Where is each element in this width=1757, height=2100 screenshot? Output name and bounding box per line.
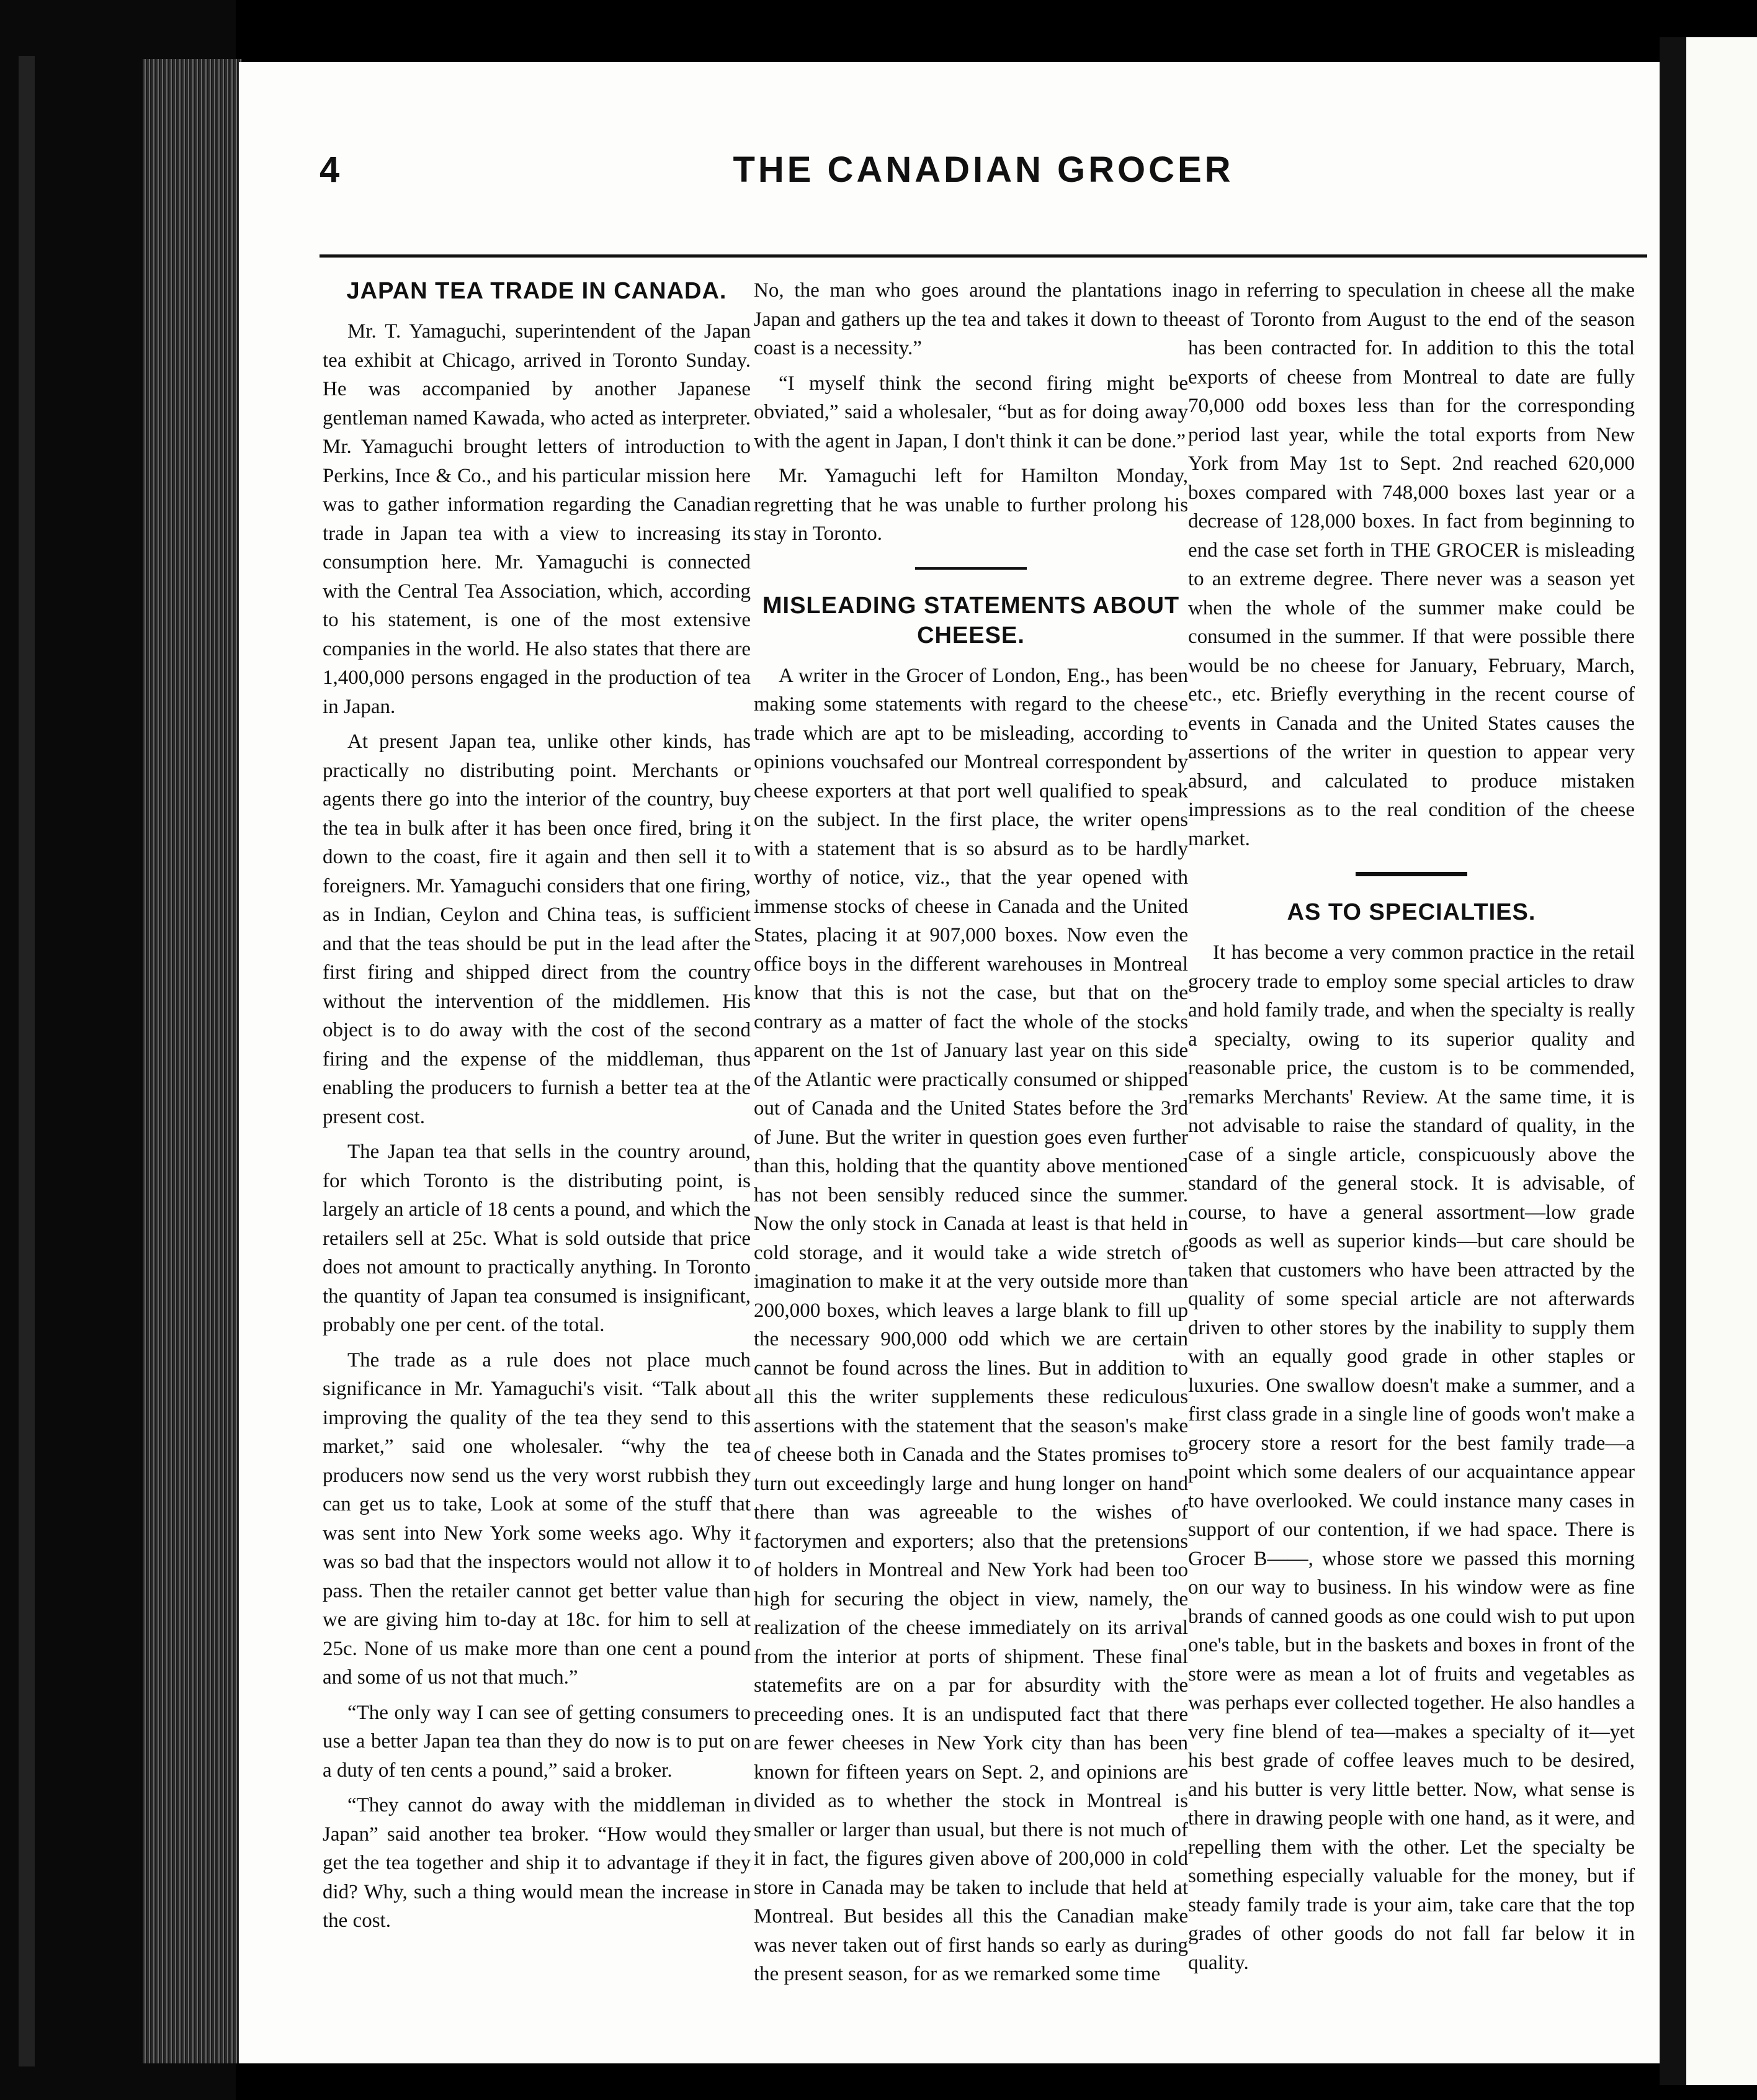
column-2 (754, 276, 1188, 2057)
article-paragraph: The Japan tea that sells in the country around, for which Toronto is the distributing point, is largely an article of 18 cents a pound, and which the retailers sell at 25c. What is sold outside that price does not amount to practically anything. In Toronto the quantity of Japan tea consumed is insignificant, probably one per cent. of the total. (323, 1141, 751, 1336)
adjacent-page (1686, 37, 1757, 2085)
section-divider (915, 567, 1027, 570)
gutter-shadow (1660, 37, 1686, 2085)
article-paragraph: ago in referring to speculation in cheese all the make east of Toronto from August to the end of the season has been contracted for. In addition to this the total exports of cheese from Montreal to date are fully 70,000 odd boxes less than for the corresponding period last year, while the total exports from New York from May 1st to Sept. 2nd reached 620,000 boxes compared with 748,000 boxes last year or a decrease of 128,000 boxes. In fact from beginning to end the case set forth in THE GROCER is misleading to an extreme degree. There never was a season yet when the whole of the summer make could be consumed in the summer. If that were possible there would be no cheese for January, February, March, etc., etc. Briefly everything in the recent course of events in Canada and the United States causes the assertions of the writer in question to appear very absurd, and calculated to produce mistaken impressions as to the real condition of the cheese market. (1188, 279, 1635, 850)
masthead-title: THE CANADIAN GROCER (733, 150, 1234, 190)
column-3 (1188, 276, 1635, 2057)
header-rule (320, 254, 1647, 258)
article-paragraph: The trade as a rule does not place much significance in Mr. Yamaguchi's visit. “Talk about improving the quality of the tea they send to this market,” said one wholesaler. “why the tea producers now send us the very worst rubbish they can get us to take, Look at some of the stuff that was sent into New York some weeks ago. Why it was so bad that the inspectors would not allow it to pass. Then the retailer cannot get better value than we are giving him to-day at 18c. for him to sell at 25c. None of us make more than one cent a pound and some of us not that much.” (323, 1348, 751, 1689)
article-headline-cheese: MISLEADING STATEMENTS ABOUT CHEESE. (762, 592, 1180, 648)
newspaper-page (239, 62, 1660, 2063)
article-paragraph: “I myself think the second firing might be obviated,” said a wholesaler, “but as for doing away with the agent in Japan, I don't think it can be done.” (754, 372, 1188, 452)
article-paragraph: At present Japan tea, unlike other kinds, has practically no distributing point. Merchants or agents there go into the interior of the country, buy the tea in bulk after it has been once fired, bring it down to the coast, fire it again and then sell it to foreigners. Mr. Yamaguchi considers that one firing, as in Indian, Ceylon and China teas, is sufficient and that the teas should be put in the lead after the first firing and shipped direct from the country without the intervention of the middlemen. His object is to do away with the cost of the second firing and the expense of the middleman, thus enabling the producers to furnish a better tea at the present cost. (323, 730, 751, 1128)
article-headline-specialties: AS TO SPECIALTIES. (1287, 899, 1536, 925)
article-headline-japan-tea: JAPAN TEA TRADE IN CANADA. (346, 278, 727, 304)
article-paragraph: It has become a very common practice in the retail grocery trade to employ some special articles to draw and hold family trade, and when the specialty is really a specialty, owing to its superior quality and reasonable price, the custom is to be commended, remarks Merchants' Review. At the same time, it is not advisable to raise the standard of quality, in the case of a single article, conspicuously above the standard of the general stock. It is advisable, of course, to have a general assortment—low grade goods as well as superior kinds—but care should be taken that customers who have been attracted by the quality of some special article are not afterwards driven to other stores by the inability to supply them with an equally good grade in other staples or luxuries. One swallow doesn't make a summer, and a first class grade in a single line of goods won't make a grocery store a resort for the best family trade—a point which some dealers of our acquaintance appear to have overlooked. We could instance many cases in support of our contention, if we had space. There is Grocer B——, whose store we passed this morning on our way to business. In his window were as fine brands of canned goods as one could wish to put upon one's table, but in the baskets and boxes in front of the store were as mean a lot of fruits and vegetables as was perhaps ever collected together. He also handles a very fine blend of tea—makes a specialty of it—yet his best grade of coffee leaves much to be desired, and his butter is very little better. Now, what sense is there in drawing people with one hand, as it were, and repelling them with the other. Let the specialty be something especially valuable for the money, but if steady family trade is your aim, take care that the top grades of other goods do not fall far below it in quality. (1188, 941, 1635, 1974)
section-divider (1356, 872, 1467, 876)
page-header (320, 149, 1647, 199)
page-edge-stack (143, 59, 242, 2063)
page-number: 4 (320, 150, 340, 190)
article-paragraph: “They cannot do away with the middleman in Japan” said another tea broker. “How would they get the tea together and ship it to advantage if they did? Why, such a thing would mean the increase in the cost. (323, 1794, 751, 1932)
article-paragraph: Mr. T. Yamaguchi, superintendent of the Japan tea exhibit at Chicago, arrived in Toronto Sunday. He was accompanied by another Japanese gentleman named Kawada, who acted as interpreter. Mr. Yamaguchi brought letters of introduction to Perkins, Ince & Co., and his particular mission here was to gather information regarding the Canadian trade in Japan tea with a view to increasing its consumption here. Mr. Yamaguchi is connected with the Central Tea Association, which, according to his statement, is one of the most extensive companies in the world. He also states that there are 1,400,000 persons engaged in the production of tea in Japan. (323, 320, 751, 718)
column-1 (323, 276, 751, 2057)
article-paragraph: “The only way I can see of getting consumers to use a better Japan tea than they do now is to put on a duty of ten cents a pound,” said a broker. (323, 1701, 751, 1782)
article-paragraph: Mr. Yamaguchi left for Hamilton Monday, regretting that he was unable to further prolong his stay in Toronto. (754, 465, 1188, 545)
article-paragraph: No, the man who goes around the plantations in Japan and gathers up the tea and takes it down to the coast is a necessity.” (754, 279, 1188, 359)
article-paragraph: A writer in the Grocer of London, Eng., has been making some statements with regard to the cheese trade which are apt to be misleading, according to opinions vouchsafed our Montreal correspondent by cheese exporters at that port well qualified to speak on the subject. In the first place, the writer opens with a statement that is so absurd as to be hardly worthy of notice, viz., that the year opened with immense stocks of cheese in Canada and the United States, placing it at 907,000 boxes. Now even the office boys in the different warehouses in Montreal know that this is not the case, but that on the contrary as a matter of fact the whole of the stocks apparent on the 1st of January last year on this side of the Atlantic were practically consumed or shipped out of Canada and the United States before the 3rd of June. But the writer in question goes even further than this, holding that the quantity above mentioned has not been sensibly reduced since the summer. Now the only stock in Canada at least is that held in cold storage, and it would take a wide stretch of imagination to make it at the very outside more than 200,000 boxes, which leaves a large blank to fill up the necessary 900,000 odd which we are certain cannot be found across the lines. But in addition to all this the writer supplements these rediculous assertions with the statement that the season's make of cheese both in Canada and the States promises to turn out exceedingly large and hung longer on hand there than was agreeable to the wishes of factorymen and exporters; also that the pretensions of holders in Montreal and New York had been too high for securing the object in view, namely, the realization of the cheese immediately on its arrival from the interior at ports of shipment. These final statemefits are on a par for absurdity with the preceeding ones. It is an undisputed fact that there are fewer cheeses in New York city than has been known for fifteen years on Sept. 2, and opinions are divided as to whether the stock in Montreal is smaller or larger than usual, but there is not much of it in fact, the figures given above of 200,000 in cold store in Canada may be taken to include that held at Montreal. But besides all this the Canadian make was never taken out of first hands so early as during the present season, for as we remarked some time (754, 664, 1188, 1985)
spine-edge (19, 56, 35, 2066)
